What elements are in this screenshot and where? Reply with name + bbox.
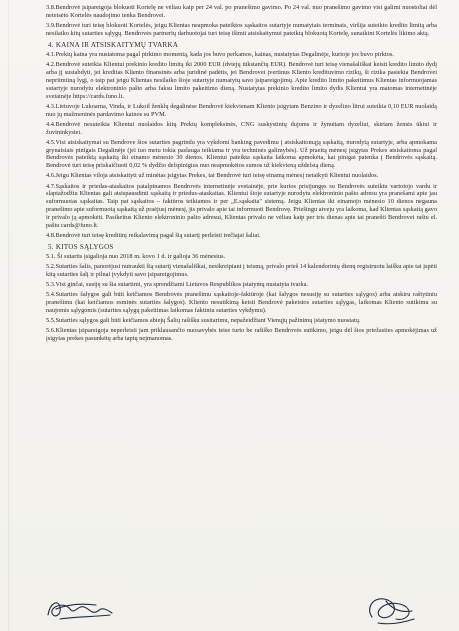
- clause-paragraph: 3.9.Bendrovė turi teisę blokuoti Kortelės, jeigu Klientas neapmoka pateiktos sąskaitos sutartyje numatytais terminais, viršija suteikto kredito limitą arba nesilaiko kitų sutarties sąlygų. Bendrovės partnerių darbuotojai turi teisę išimti atsiskaitymui pateiktą blokuotą Kortelę, sunaikint Kortelės likimo aktą.: [46, 22, 437, 37]
- clause-paragraph: 4.7.Sąskaitos ir priedas-ataskaitos patalpinamos Bendrovės internetinėje svetainėje, prie kurios prisijungęs su Bendrovės suteiktu vartotojo vardu ir slaptažodžiu Klientas gali atsispausdinti sąskaitą ir priedus-ataskaitas. Klientui šioje sutartyje nurodytu elektroninio pašto adresu yra pranešami apie jau suformuotas sąskaitas. Taip pat sąskaitos – faktūros teikiamos ir per „E.sąskaita" sistemą. Jeigu Klientas iki einamojo mėnesio 10 dienos negauna pranešimo apie suformuotą sąskaitą už praėjusį mėnesį, jis privalo apie tai informuoti Bendrovę. Priešingu atveju yra laikoma, kad Klientas sąskaitą gavo ir privalo ją apmokėti. Pasikeitus Kliento elektroninio pašto adresui, Klientas privalo ne vėliau kaip per tris dienas apie tai pranešti Bendrovei raštu el. paštu cards@funo.lt.: [46, 182, 437, 230]
- clause-paragraph: 5.5.Sutarties sąlygos gali būti keičiamos abiejų Šalių rašišku susitarimu, nepažeidžiant Vienųjų pažinimų įstatymo nuostatų.: [46, 317, 361, 325]
- clause-paragraph: 5.6.Klientas įsipareigoja neperleisti jam priklausančio nuosavybės teise turto be rašiško Bendrovės sutikimo, jeigu dėl šios priežasties apmokėjimas už įsigytas prekes pasunkėtų arba taptų neįmanomas.: [46, 327, 437, 343]
- clause-paragraph: 5.4.Sutarties šalygos gali būti keičiamos Bendrovės pranešimu sąskaitoje-faktūroje (kai šalygos nesusiję su sutarties sąlygos) arba atskiru raštytiniu pranešimu (kai keičiamos esminės sutarties šalygos). Kliento nesutikimą keisti Bendrovė pakeistos sutarties sąlygas, laikomas Kliento sutikimu su naujomis sąlygomis (sutarties sąlygų pakeitimas laikomas faktiniu sutarties vykdymu).: [46, 291, 437, 315]
- clause-paragraph: 4.3.Lietuvoje Lukoarna, Vinda, ir Lukoil ženklų degalinėse Bendrovė kiekvienam Kliento įsigytam Benzino ir dyzelino litrui suteikia 0,10 EUR nuolaidą nuo jų mažmeninės pardavimo kainos su PVM.: [46, 102, 437, 118]
- clause-paragraph: 4.6.Jeigu Klientas viloja atsiskaityti už minėtas įsigytas Prekes, tai Bendrovė turi teisę einamą mėnesį netaikyti Klientui nuolaidos.: [46, 172, 379, 180]
- clause-paragraph: 4.2.Bendrovė suteikia Klientui prekinio kredito limitą iki 2000 EUR (dviejų tūkstančių EUR). Bendrovė turi teisę vienašališkai keisti kredito limito dydį arba jį sustabdyti, jei kreditas Kliento finansinės arba juridinė padėtis, jei Bendrovei įvertinus Kliento kredituvimo rizikų, ši rizika pasiekia Bendrovei nepriimtiną lygį, o taip pat jeigu Klientas nesilaiko šioje sutartyje numatytų savo įsipareigojimų. Apie kredito limito pakeitimus Klientas informuojamas sutartyje nurodytu elektroninio pašto arba faksu limito pakeitimo dieną. Nustatytas prekinio kredito limito dydis Klientui yra matomas internetinėje svetainėje https://cards.funo.lt.: [46, 60, 437, 100]
- clause-paragraph: 5.2.Sutarties šalis, panorėjusi nutraukti šią sutartį vienašališkai, nesikreipiant į teismą, privalo prieš 14 kalendorinių dienų registruotu laišku apie tai įspėti kitą sutarties šalį ir pilnai įvykdyti savo įsipareigojimus.: [46, 263, 437, 279]
- clause-paragraph: 4.8.Bendrovė turi teisę kreditinį reikalavimą pagal šią sutartį perleisti trečiajai šaliai.: [46, 232, 261, 240]
- clause-paragraph: 4.1.Prekių kaina yra nustatoma pagal pirkimo momentą, kada jos buvo perkamos, kainas, nustatytas Degalinėje, kurioje jos buvo pirktos.: [46, 50, 394, 58]
- scan-edge-shadow: [8, 0, 9, 631]
- signatures: [0, 579, 459, 631]
- clause-paragraph: 3.8.Bendrovė įsipareigoja blokuoti Kortelę ne vėliau kaip per 24 val. po pranešimo gavimo. Po 24 val. nuo pranešimo gavimo visi galimi nuostoliai dėl neteisėto Kortelės naudojimo tenka Bendrovei.: [46, 4, 437, 19]
- signature-area: [0, 579, 459, 631]
- client-signature: [48, 603, 112, 619]
- clause-paragraph: 5.3.Visi ginčai, susiję su šia sutartimi, yra sprendžiami Lietuvos Respublikos įstatymų nustatyta tvarka.: [46, 281, 309, 289]
- section-heading: 4. KAINA IR ATSISKAITYMŲ TVARKA: [48, 40, 179, 49]
- clause-paragraph: 4.4.Bendrovė nesuteikia Klientui nuolaidos kitų Prekių kompleksinės, CNG suskystintų dujoms ir žymėtam dyzeliui, skirtam žemės ūkiui ir žuvininkystei.: [46, 120, 437, 136]
- company-signature: [370, 599, 414, 624]
- document-body: [46, 4, 437, 343]
- clause-paragraph: 4.5.Visi atsiskaitymai su Bendrove šios sutarties pagrindu yra vykdomi banking pavedimu į atsiskaitomąją sąskaitą, nurodytą sutartyje, arba apmokama grynaisiais pinigais Degalinėje (jei tuo metu tokia paslauga teikiama ir yra techninės galimybės). Už praeitą mėnesį įsigytas Prekes atsiskaitoma pagal Bendrovės pateiktą sąskaitą iki einamo mėnesio 30 dienos. Klientui pateikta sąskaita laikoma apmokėta, kai pinigai patenka į Bendrovės sąskaitą. Bendrovė turi teisę priskaičiuoti 0,02 % dydžio delspinigius nuo neapmokėtos sumos už kiekvieną uždelstą dieną.: [46, 138, 437, 170]
- section-heading: 5. KITOS SĄLYGOS: [48, 243, 114, 252]
- clause-paragraph: 5.1. Ši sutartis įsigalioja nuo 2018 m. kovo 1 d. ir galioja 36 mėnesius.: [46, 253, 226, 261]
